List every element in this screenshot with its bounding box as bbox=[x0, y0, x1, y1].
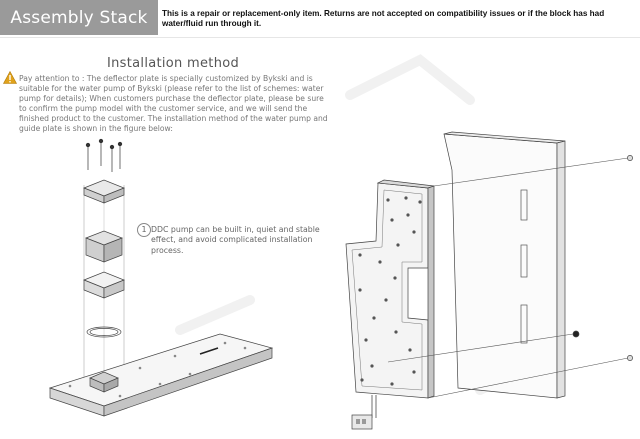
callout-number: 1 bbox=[137, 223, 151, 237]
pump-stack-drawing bbox=[50, 139, 272, 416]
screws bbox=[86, 139, 122, 172]
section-title: Installation method bbox=[107, 56, 240, 71]
page-title: Assembly Stack bbox=[10, 7, 148, 28]
installation-paragraph: Pay attention to : The deflector plate is specially customized by Bykski and is suitable for the water pump of Bykski (please refer to the list of schemes: water pump for details); When customers purchase the deflector plate, please be sure to confirm the pump model with the customer service, and we will send the finished product to the customer. The installation method of the water pump and guide plate is shown in the figure below: bbox=[19, 74, 328, 134]
block-assembly-drawing bbox=[346, 132, 633, 429]
callout-text: DDC pump can be built in, quiet and stable effect, and avoid complicated installation process. bbox=[151, 225, 320, 255]
return-policy-notice: This is a repair or replacement-only item. Returns are not accepted on compatibility issues or if the block has had water/fluid run through it. bbox=[162, 9, 605, 28]
